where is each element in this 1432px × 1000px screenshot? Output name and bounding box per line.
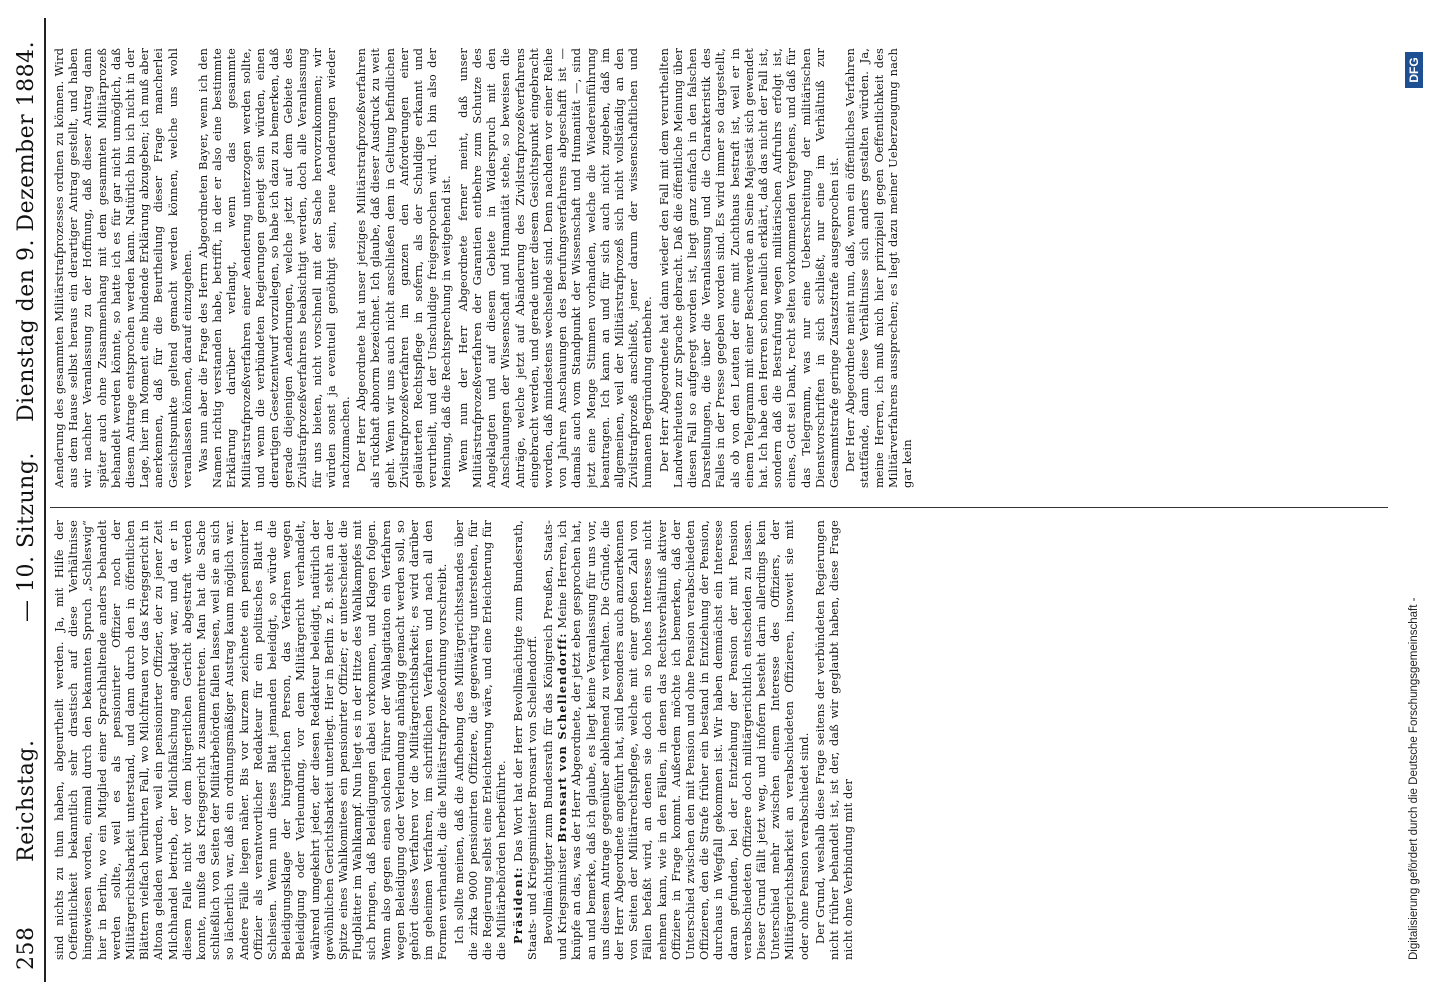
paragraph: Ich sollte meinen, daß die Aufhebung des Militärgerichtsstandes über die zirka 9000 pensionirten Offiziere, die gegenwärtig unterstehen, für die Regierung selbst eine Erleichterung wäre, und eine Erleichterung für die Militärbehörden herbeiführte.	[451, 520, 509, 960]
paragraph	[541, 520, 811, 960]
digitization-credit	[1405, 40, 1425, 960]
credit-text: Digitalisierung gefördert durch die Deutsche Forschungsgemeinschaft -	[1408, 597, 1420, 960]
speaker-name: Bronsart von Schellendorff:	[555, 632, 570, 843]
header-right: Dienstag den 9. Dezember 1884.	[14, 40, 39, 422]
header-rule	[44, 18, 46, 982]
header-middle: — 10. Sitzung.	[14, 452, 39, 622]
page-number: 258	[14, 926, 39, 970]
paragraph: Der Herr Abgeordnete hat unser jetziges Militärstrafprozeßverfahren als rückhaft abnorm bezeichnet. Ich glaube, daß dieser Ausdruck zu weit geht. Wenn wir uns auch nicht anschließen dem in Geltung befindlichen Zivilstrafprozeßverfahren im ganzen den Anforderungen einer geläuterten Rechtspflege in sofern, als der Schuldige erkannt und verurtheilt, und der Unschuldige freigesprochen wird. Ich bin also der Meinung, daß die Rechtsprechung in weitgehend ist.	[354, 48, 454, 488]
text-column-left	[52, 520, 1387, 960]
paragraph: sind nichts zu thun haben, abgeurtheilt werden. Ja, mit Hilfe der Oeffentlichkeit bekanntlich sehr drastisch auf diese Verhältnisse hingewiesen worden, einmal durch den bekannten Spruch „Schleswig“ hier in Berlin, wo ein Mitglied einer Sprachhaltende anders behandelt werden sollte, weil es als pensionirter Offizier noch der Militärgerichtsbarkeit unterstand, und dann durch den in öffentlichen Blättern vielfach berührten Fall, wo Milchfrauen vor das Kriegsgericht in Altona geladen wurden, weil ein pensionirter Offizier, der zu jener Zeit Milchhandel betrieb, der Milchfälschung angeklagt war, und da er in diesem Falle nicht vor dem bürgerlichen Gericht abgestraft werden konnte, mußte das Kriegsgericht zusammentreten. Man hat die Sache schließlich von Seiten der Militärbehörden fallen lassen, weil sie an sich so lächerlich war, daß ein ordnungsmäßiger Austrag kaum möglich war. Andere Fälle liegen näher. Bis vor kurzem zeichnete ein pensionirter Offizier als verantwortlicher Redakteur für ein politisches Blatt in Schlesien. Wenn nun dieses Blatt jemanden beleidigt, so würde die Beleidigungsklage der bürgerlichen Person, das Verfahren wegen Beleidigung oder Verleumdung, vor dem Militärgericht verhandelt, während umgekehrt jeder, der diesen Redakteur beleidigt, natürlich der gewöhnlichen Gerichtsbarkeit unterliegt. Hier in Berlin z. B. steht an der Spitze eines Wahlkomitees ein pensionirter Offizier; er unterscheidet die Flugblätter im Wahlkampf. Nun liegt es in der Hitze des Wahlkampfes mit sich bringen, daß Beleidigungen dabei vorkommen, und Klagen folgen. Wenn also gegen einen solchen Führer der Wahlagitation ein Verfahren wegen Beleidigung oder Verleumdung anhängig gemacht werden soll, so gehört dieses Verfahren vor die Militärgerichtsbarkeit; es wird darüber im geheimen Verfahren, im schriftlichen Verfahren und nach all den Formen verhandelt, die die Militärstrafprozeßordnung vorschreibt.	[52, 520, 450, 960]
paragraph: Aenderung des gesammten Militärstrafprozesses ordnen zu können. Wird aus dem Hause selbst heraus ein derartiger Antrag gestellt, und haben wir nachher Veranlassung zu der Hoffnung, daß dieser Antrag dann später auch ohne Zusammenhang mit dem gesammten Militärprozeß behandelt werden könnte, so hatte ich es für gar nicht unmöglich, daß diesem Antrage entsprochen werden kann. Natürlich bin ich nicht in der Lage, hier im Moment eine bindende Erklärung abzugeben; ich muß aber anerkennen, daß für die Beurtheilung dieser Frage mancherlei Gesichtspunkte geltend gemacht werden können, welche uns wohl veranlassen können, darauf einzugehen.	[52, 48, 194, 488]
running-header	[8, 18, 42, 982]
speaker-name: Präsident:	[510, 866, 525, 944]
speaker-title: Bevollmächtigter zum Bundesrath für das Königreich Preußen, Staats- und Kriegsminister	[540, 520, 570, 960]
text-column-right	[52, 48, 1387, 488]
header-left: Reichstag.	[14, 739, 39, 862]
paragraph: Wenn nun der Herr Abgeordnete ferner meint, daß unser Militärstrafprozeßverfahren der Garantien entbehre zum Schutze des Angeklagten und auf diesem Gebiete in Widerspruch mit den Anschauungen der Wissenschaft und Humanität stehe, so beweisen die Anträge, welche jetzt auf Abänderung des Zivilstrafprozeßverfahrens eingebracht werden, und gerade unter diesem Gesichtspunkt eingebracht worden, daß mindestens wechselnde sind. Denn nachdem vor einer Reihe von Jahren Anschauungen des Berufungsverfahrens abgeschafft ist — damals auch vom Standpunkt der Wissenschaft und Humanität —, sind jetzt eine Menge Stimmen vorhanden, welche die Wiedereinführung beantragen. Ich kann an und für sich auch nicht zugeben, daß im allgemeinen, weil der Militärstrafprozeß sich nicht vollständig an den Zivilstrafprozeß anschließt, jener darum der wissenschaftlichen und humanen Begründung entbehre.	[455, 48, 655, 488]
speech-text: Meine Herren, ich knüpfe an das, was der Herr Abgeordnete, der jetzt eben gesprochen hat, an und bemerke, daß ich glaube, es liegt keine Veranlassung für uns vor, uns diesem Antrage gegenüber ablehnend zu verhalten. Die Gründe, die der Herr Abgeordnete angeführt hat, sind besonders auch anzuerkennen von Seiten der Militärrechtspflege, welche mit einer großen Zahl von Fällen befaßt wird, an denen sie doch ein so hohes Interesse nicht nehmen kann, wie in den Fällen, in denen das Rechtsverhältniß aktiver Offiziere in Frage kommt. Außerdem möchte ich bemerken, daß der Unterschied zwischen den mit Pension und ohne Pension verabschiedeten Offizieren, den die Strafe früher ein bestand in Entziehung der Pension, durchaus in Wegfall gekommen ist. Wir haben demnächst ein Interesse daran gefunden, bei der Entziehung der Pension der mit Pension verabschiedeten Offiziere doch militärgerichtlich entscheiden zu lassen. Dieser Grund fällt jetzt weg, und infofern besteht darin allerdings kein Unterschied mehr zwischen einem Interesse des Offiziers, der Militärgerichtsbarkeit an verabschiedeten Offizieren, insoweit sie mit oder ohne Pension verabschiedet sind.	[555, 520, 811, 960]
speech-text: Das Wort hat der Herr Bevollmächtigte zum Bundesrath, Staats- und Kriegsminister Bronsart von Schellendorff.	[510, 520, 539, 960]
column-separator	[50, 507, 1388, 508]
dfg-logo: DFG	[1405, 52, 1423, 88]
paragraph: Der Herr Abgeordnete hat dann wieder den Fall mit dem verurtheilten Landwehrleuten zur Sprache gebracht. Daß die öffentliche Meinung über diesen Fall so aufgeregt worden ist, liegt ganz einfach in den falschen Darstellungen, die über die Veranlassung und die Charakteristik des Falles in der Presse gegeben worden sind. Es wird immer so dargestellt, als ob von den Leuten der eine mit Zuchthaus bestraft ist, weil er in einem Telegramm mit einer Beschwerde an Seine Majestät sich gewendet hat. Ich habe den Herren schon neulich erklärt, daß das nicht der Fall ist, sondern daß die Bestrafung wegen militärischen Aufruhrs erfolgt ist, eines, Gott sei Dank, recht selten vorkommenden Vergehens, und daß für das Telegramm, was nur eine Ueberschreitung der militärischen Dienstvorschriften in sich schließt, nur eine im Verhältniß zur Gesammtstrafe geringe Zusatzstrafe ausgesprochen ist.	[656, 48, 841, 488]
paragraph	[511, 520, 539, 960]
paragraph: Der Herr Abgeordnete meint nun, daß, wenn ein öffentliches Verfahren stattfände, dann diese Verhältnisse sich anders gestalten würden. Ja, meine Herren, ich muß mich hier prinzipiell gegen Oeffentlichkeit des Militärverfahrens aussprechen; es liegt dazu meiner Ueberzeugung nach gar kein	[843, 48, 914, 488]
paragraph: Der Grund, weshalb diese Frage seitens der verbündeten Regierungen nicht früher behandelt ist, ist der, daß wir geglaubt haben, diese Frage nicht ohne Verbindung mit der	[812, 520, 856, 960]
paragraph: Was nun aber die Frage des Herrn Abgeordneten Bayer, wenn ich den Namen richtig verstanden habe, betrifft, in der er also eine bestimmte Erklärung darüber verlangt, wenn das gesammte Militärstrafprozeßverfahren einer Aenderung unterzogen werden sollte, und wenn die verbündeten Regierungen geneigt sein würden, einen derartigen Gesetzentwurf vorzulegen, so habe ich dazu zu bemerken, daß gerade diejenigen Aenderungen, welche jetzt auf dem Gebiete des Zivilstrafprozeßverfahrens beabsichtigt werden, doch alle Veranlassung für uns bieten, nicht vorschnell mit der Sache hervorzukommen; wir würden sonst ja eventuell genöthigt sein, neue Aenderungen wieder nachzumachen.	[196, 48, 353, 488]
